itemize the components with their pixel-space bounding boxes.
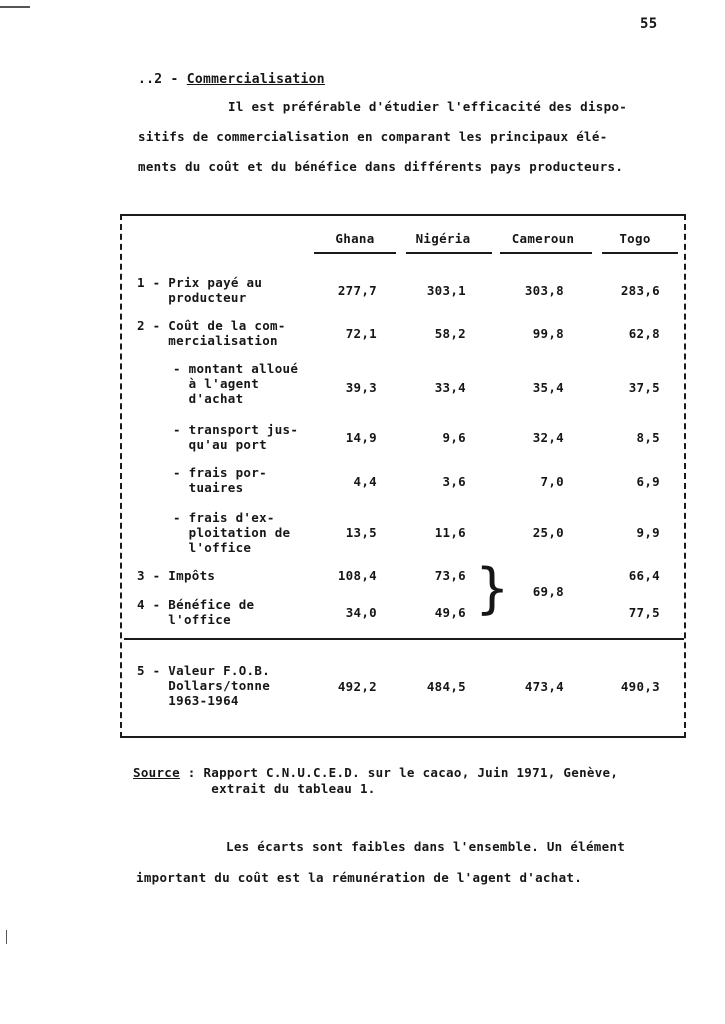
table-top-rule [120, 214, 686, 216]
merge-brace: } [476, 557, 509, 620]
source-text: : Rapport C.N.U.C.E.D. sur le cacao, Juin 1971, Genève, extrait du tableau 1. [187, 765, 619, 796]
cell-r1-cameroun: 303,8 [524, 283, 564, 298]
row-label-cout-commercialisation: 2 - Coût de la com- mercialisation [137, 318, 286, 348]
cell-r6-togo: 9,9 [636, 525, 660, 540]
cell-r8-togo: 77,5 [628, 605, 660, 620]
cell-r3-cameroun: 35,4 [532, 380, 564, 395]
cell-r4-togo: 8,5 [636, 430, 660, 445]
section-number: ..2 - [138, 72, 179, 87]
cell-r3-ghana: 39,3 [345, 380, 377, 395]
cell-r9-togo: 490,3 [620, 679, 660, 694]
column-header-cameroun: Cameroun [511, 231, 575, 246]
cell-r2-nigeria: 58,2 [434, 326, 466, 341]
cell-r9-nigeria: 484,5 [426, 679, 466, 694]
cell-r6-nigeria: 11,6 [434, 525, 466, 540]
row-label-transport: - transport jus- qu'au port [173, 422, 299, 452]
cell-r4-cameroun: 32,4 [532, 430, 564, 445]
header-underline-cameroun [500, 252, 592, 254]
row-label-frais-exploitation: - frais d'ex- ploitation de l'office [173, 510, 291, 555]
cell-r4-ghana: 14,9 [345, 430, 377, 445]
scan-mark-left [6, 930, 7, 944]
cell-r8-nigeria: 49,6 [434, 605, 466, 620]
intro-line-2: sitifs de commercialisation en comparant les principaux élé- [138, 129, 608, 144]
cell-r9-ghana: 492,2 [337, 679, 377, 694]
intro-line-3: ments du coût et du bénéfice dans différents pays producteurs. [138, 159, 624, 174]
row-label-frais-portuaires: - frais por- tuaires [173, 465, 267, 495]
cell-r2-ghana: 72,1 [345, 326, 377, 341]
section-heading [138, 72, 325, 87]
cell-r5-nigeria: 3,6 [442, 474, 466, 489]
cell-r1-nigeria: 303,1 [426, 283, 466, 298]
cell-r3-togo: 37,5 [628, 380, 660, 395]
page-number: 55 [640, 16, 658, 32]
row-label-valeur-fob: 5 - Valeur F.O.B. Dollars/tonne 1963-1964 [137, 663, 271, 708]
header-underline-nigeria [406, 252, 492, 254]
cell-r7-nigeria: 73,6 [434, 568, 466, 583]
header-underline-ghana [314, 252, 396, 254]
cell-r7-ghana: 108,4 [337, 568, 377, 583]
closing-line-1: Les écarts sont faibles dans l'ensemble. Un élément [226, 839, 626, 854]
cell-r8-ghana: 34,0 [345, 605, 377, 620]
column-header-togo: Togo [619, 231, 651, 246]
cell-r3-nigeria: 33,4 [434, 380, 466, 395]
row-label-agent-achat: - montant alloué à l'agent d'achat [173, 361, 299, 406]
table-divider-rule [124, 638, 684, 640]
table-left-border [120, 214, 122, 738]
cell-r2-cameroun: 99,8 [532, 326, 564, 341]
cell-r5-togo: 6,9 [636, 474, 660, 489]
cell-r1-ghana: 277,7 [337, 283, 377, 298]
section-title: Commercialisation [186, 72, 325, 87]
intro-line-1: Il est préférable d'étudier l'efficacité des dispo- [228, 99, 628, 114]
cell-r1-togo: 283,6 [620, 283, 660, 298]
column-header-ghana: Ghana [335, 231, 375, 246]
closing-line-2: important du coût est la rémunération de l'agent d'achat. [136, 870, 583, 885]
cell-r9-cameroun: 473,4 [524, 679, 564, 694]
scan-mark-top-left [0, 6, 30, 8]
header-underline-togo [602, 252, 678, 254]
cell-r2-togo: 62,8 [628, 326, 660, 341]
cell-r5-cameroun: 7,0 [540, 474, 564, 489]
table-bottom-rule [120, 736, 686, 738]
row-label-benefice-office: 4 - Bénéfice de l'office [137, 597, 255, 627]
cell-r7-togo: 66,4 [628, 568, 660, 583]
column-header-nigeria: Nigéria [415, 231, 471, 246]
table-right-border [684, 214, 686, 738]
cell-r5-ghana: 4,4 [353, 474, 377, 489]
row-label-prix-producteur: 1 - Prix payé au producteur [137, 275, 263, 305]
cell-r6-ghana: 13,5 [345, 525, 377, 540]
cell-cameroun-merged: 69,8 [532, 584, 564, 599]
cell-r6-cameroun: 25,0 [532, 525, 564, 540]
source-label: Source [133, 765, 180, 780]
cell-r4-nigeria: 9,6 [442, 430, 466, 445]
source-note [133, 765, 618, 797]
row-label-impots: 3 - Impôts [137, 568, 216, 583]
